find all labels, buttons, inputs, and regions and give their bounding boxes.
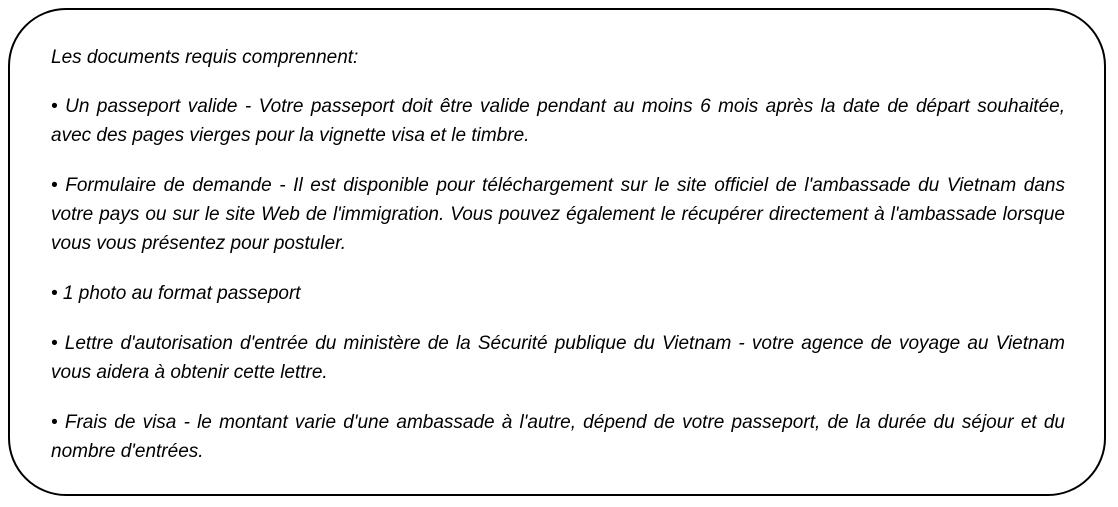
list-item-visa-fees: • Frais de visa - le montant varie d'une ambassade à l'autre, dépend de votre passeport, de la durée du séjour et du nombre d'entrées. (51, 412, 1065, 462)
list-item-entry-authorization-letter: • Lettre d'autorisation d'entrée du ministère de la Sécurité publique du Vietnam - votre agence de voyage au Vietnam vous aidera à obtenir cette lettre. (51, 333, 1065, 383)
list-item-passport: • Un passeport valide - Votre passeport doit être valide pendant au moins 6 mois après la date de départ souhaitée, avec des pages vierges pour la vignette visa et le timbre. (51, 96, 1065, 146)
intro-text: Les documents requis comprennent: (51, 47, 359, 68)
list-item-photo: • 1 photo au format passeport (51, 283, 301, 304)
list-item-application-form: • Formulaire de demande - Il est disponible pour téléchargement sur le site officiel de l'ambassade du Vietnam dans votre pays ou sur le site Web de l'immigration. Vous pouvez également le récupérer directement à l'ambassade lorsque vous vous présentez pour postuler. (51, 175, 1065, 254)
document-content (51, 43, 1065, 487)
